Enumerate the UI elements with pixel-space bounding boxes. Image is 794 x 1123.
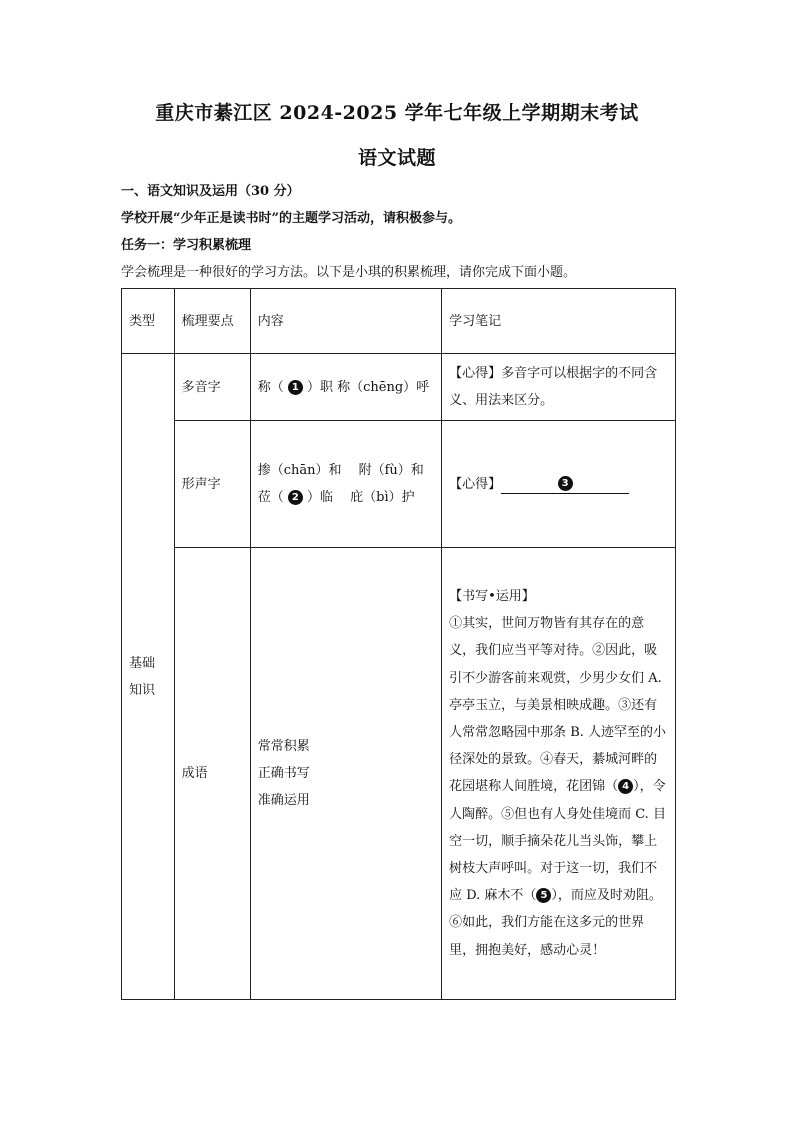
content-text-line [258, 484, 434, 511]
note-cell [442, 421, 676, 548]
content-cell [250, 548, 441, 1000]
blank-3-line[interactable] [501, 475, 629, 494]
note-cell: 【心得】多音字可以根据字的不同含义、用法来区分。 [442, 354, 676, 421]
content-text: 掺（chān）和 附（fù）和 [257, 463, 424, 478]
content-cell [250, 354, 441, 421]
page-subtitle: 语文试题 [357, 147, 436, 169]
table-row [122, 548, 676, 1000]
point-cell: 形声字 [174, 421, 250, 548]
point-cell: 成语 [174, 548, 250, 1000]
content-item: 正确书写 [257, 766, 310, 781]
note-prefix: 【心得】 [449, 476, 502, 492]
note-title: 【书写•运用】 [449, 589, 535, 605]
header-notes: 学习笔记 [442, 289, 676, 354]
table-header-row [122, 289, 676, 354]
note-paragraph [449, 610, 668, 964]
table-row [122, 421, 676, 548]
blank-2-marker[interactable]: 2 [288, 490, 303, 505]
content-text: ）职 称（chēng）呼 [306, 379, 430, 395]
study-table [121, 288, 676, 1000]
task-heading: 任务一：学习积累梳理 [121, 238, 252, 253]
blank-5-marker[interactable]: 5 [536, 888, 551, 903]
content-item: 准确运用 [257, 793, 310, 808]
page-title: 重庆市綦江区 2024-2025 学年七年级上学期期末考试 [155, 102, 639, 124]
content-text: 莅（ [257, 490, 284, 505]
note-text: ①其实，世间万物皆有其存在的意义，我们应当平等对待。②因此，吸引不少游客前来观赏，少男少女们 A. 亭亭玉立，与美景相映成趣。③还有人常常忽略园中那条 B. 人迹罕至的小径深处的景致。④春天，綦城河畔的花园堪称人间胜境，花团锦（ [449, 616, 667, 795]
section-heading: 一、语文知识及运用（30 分） [121, 184, 300, 199]
content-text: ）临 庇（bì）护 [306, 490, 415, 505]
header-type: 类型 [122, 289, 175, 354]
content-item: 常常积累 [257, 739, 310, 754]
category-cell: 基础知识 [122, 354, 175, 1000]
blank-1-marker[interactable]: 1 [288, 380, 303, 395]
note-cell [442, 548, 676, 1000]
blank-4-marker[interactable]: 4 [618, 779, 633, 794]
point-cell: 多音字 [174, 354, 250, 421]
note-text: ），而应及时劝阻。⑥如此，我们方能在这多元的世界里，拥抱美好，感动心灵！ [449, 888, 662, 958]
header-content: 内容 [250, 289, 441, 354]
blank-3-marker: 3 [558, 476, 573, 491]
task-instruction: 学会梳理是一种很好的学习方法。以下是小琪的积累梳理，请你完成下面小题。 [121, 265, 577, 280]
header-point: 梳理要点 [174, 289, 250, 354]
section-intro: 学校开展“少年正是读书时”的主题学习活动，请积极参与。 [121, 211, 461, 226]
content-cell [250, 421, 441, 548]
table-row [122, 354, 676, 421]
content-text: 称（ [257, 379, 284, 395]
note-text: ），令人陶醉。⑤但也有人身处佳境而 C. 目空一切，顺手摘朵花儿当头饰，攀上树枝大声呼叫。对于这一切，我们不应 D. 麻木不（ [449, 779, 666, 904]
